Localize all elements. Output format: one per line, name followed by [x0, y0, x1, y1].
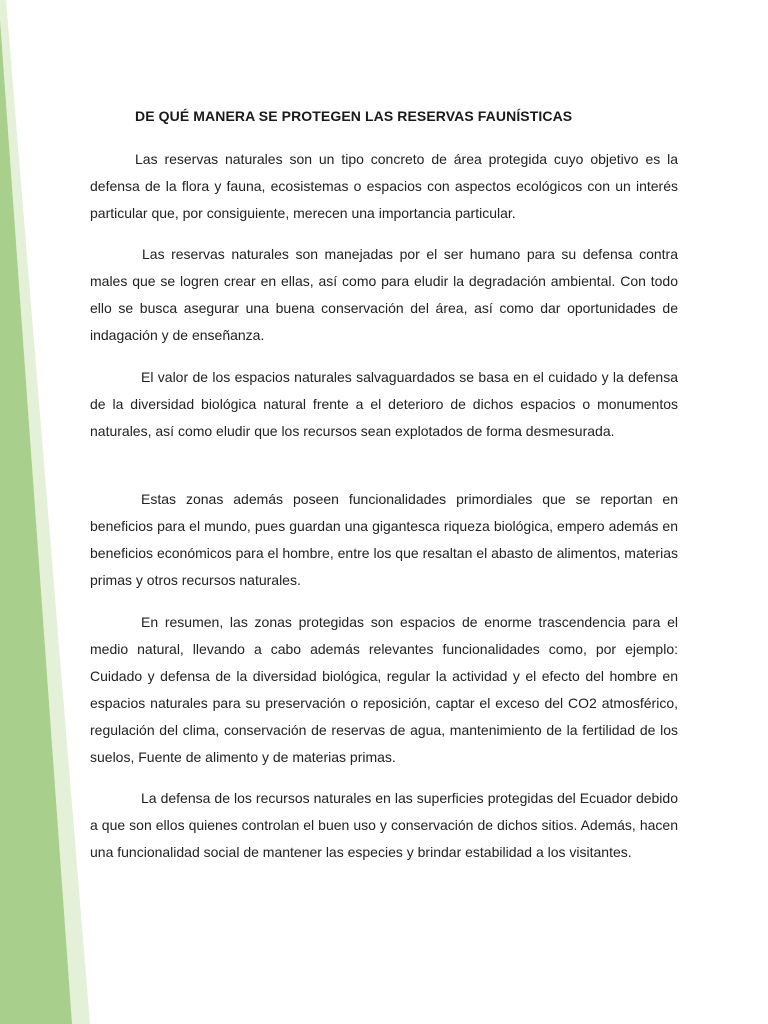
paragraph-3: El valor de los espacios naturales salvaguardados se basa en el cuidado y la defensa de la diversidad biológica natural frente a el deterioro de dichos espacios o monumentos naturales, así como eludir que los recursos sean explotados de forma desmesurada. — [90, 369, 678, 439]
dark-green-stripe — [0, 20, 72, 1024]
green-side-stripe-decoration — [0, 0, 90, 1024]
paragraph-5: En resumen, las zonas protegidas son espacios de enorme trascendencia para el medio natural, llevando a cabo además relevantes funcionalidades como, por ejemplo: Cuidado y defensa de la diversidad biológica, regular la actividad y el efecto del hombre en espacios naturales para su preservación o reposición, captar el exceso del CO2 atmosférico, regulación del clima, conservación de reservas de agua, mantenimiento de la fertilidad de los suelos, Fuente de alimento y de materias primas. — [90, 614, 678, 765]
paragraph-2: Las reservas naturales son manejadas por el ser humano para su defensa contra males que se logren crear en ellas, así como para eludir la degradación ambiental. Con todo ello se busca asegurar una buena conservación del área, así como dar oportunidades de indagación y de enseñanza. — [90, 246, 678, 343]
document-title: DE QUÉ MANERA SE PROTEGEN LAS RESERVAS FAUNÍSTICAS — [135, 108, 573, 124]
paragraph-4: Estas zonas además poseen funcionalidades primordiales que se reportan en beneficios para el mundo, pues guardan una gigantesca riqueza biológica, empero además en beneficios económicos para el hombre, entre los que resaltan el abasto de alimentos, materias primas y otros recursos naturales. — [90, 491, 678, 588]
paragraph-6: La defensa de los recursos naturales en las superficies protegidas del Ecuador debido a que son ellos quienes controlan el buen uso y conservación de dichos sitios. Además, hacen una funcionalidad social de mantener las especies y brindar estabilidad a los visitantes. — [90, 790, 678, 860]
paragraph-1: Las reservas naturales son un tipo concreto de área protegida cuyo objetivo es la defensa de la flora y fauna, ecosistemas o espacios con aspectos ecológicos con un interés particular que, por consiguiente, merecen una importancia particular. — [90, 151, 678, 221]
